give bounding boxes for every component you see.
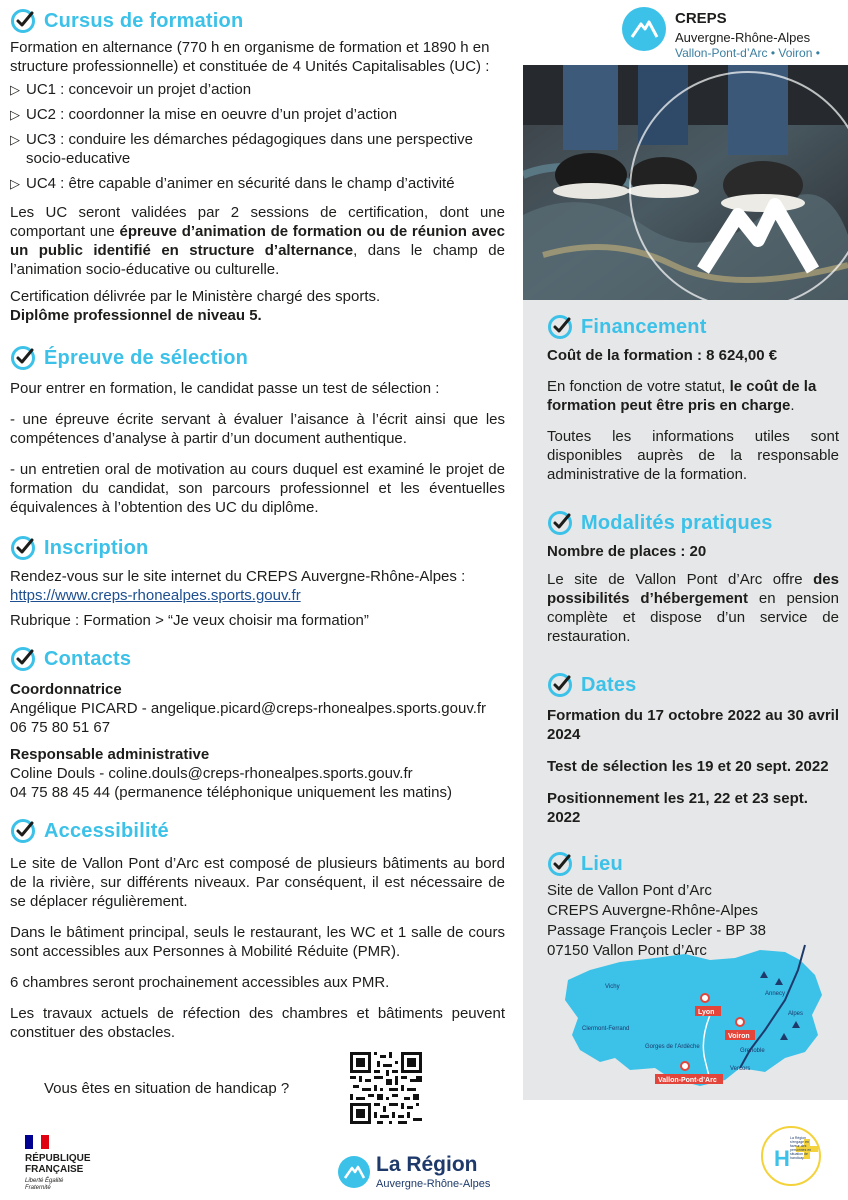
financement-heading	[547, 312, 839, 342]
inscription-title: Inscription	[44, 536, 149, 559]
creps-logo	[622, 7, 842, 59]
creps-region: Auvergne-Rhône-Alpes	[675, 30, 811, 45]
right-column	[547, 312, 839, 961]
access-title: Accessibilité	[44, 819, 169, 842]
creps-sites: Vallon-Pont-d’Arc • Voiron •	[675, 46, 820, 60]
triangle-bullet-icon: ▷	[10, 82, 20, 97]
region-logo	[338, 1152, 508, 1196]
region-shape	[565, 950, 822, 1086]
modalites-title: Modalités pratiques	[581, 511, 773, 534]
dates-positionnement: Positionnement les 21, 22 et 23 sept. 2022	[547, 790, 808, 826]
coordinator-role: Coordonnatrice	[10, 681, 122, 698]
selection-heading	[10, 343, 505, 373]
access-p2: Dans le bâtiment principal, seuls le restaurant, les WC et 1 salle de cours sont accessibles aux Personnes à Mobilité Réduite (PMR).	[10, 924, 505, 960]
map-label-lyon: Lyon	[698, 1009, 715, 1016]
map-label-voiron: Voiron	[728, 1033, 750, 1040]
creps-mountain-icon	[622, 7, 666, 51]
financement-status: En fonction de votre statut, le coût de la formation peut être pris en charge.	[547, 378, 817, 414]
cursus-title: Cursus de formation	[44, 9, 244, 32]
cursus-certification: Certification délivrée par le Ministère chargé des sports.	[10, 288, 381, 305]
cursus-heading	[10, 6, 505, 36]
financement-info: Toutes les informations utiles sont disponibles auprès de la responsable administrative de la formation.	[547, 428, 839, 483]
places: Nombre de places : 20	[547, 543, 707, 560]
contacts-title: Contacts	[44, 647, 132, 670]
map-label-annecy: Annecy	[765, 991, 786, 997]
rf-line2: FRANÇAISE	[25, 1164, 84, 1175]
check-circle-icon	[10, 535, 36, 561]
cursus-diploma: Diplôme professionnel de niveau 5.	[10, 307, 262, 324]
region-map	[560, 940, 830, 1090]
cursus-intro: Formation en alternance (770 h en organisme de formation et 1890 h en structure professionnelle) et constituée de 4 Unités Capitalisables (UC) :	[10, 39, 490, 75]
selection-oral: - un entretien oral de motivation au cours duquel est examiné le projet de formation du candidat, son parcours professionnel et les éventuelles équivalences à l’obtention des UC du diplôme.	[10, 461, 505, 516]
admin-contact: Coline Douls - coline.douls@creps-rhonealpes.sports.gouv.fr	[10, 765, 413, 782]
map-label-vichy: Vichy	[605, 984, 620, 990]
admin-phone: 04 75 88 45 44 (permanence téléphonique uniquement les matins)	[10, 784, 452, 801]
handicap-label-logo	[760, 1122, 822, 1188]
triangle-bullet-icon: ▷	[10, 132, 20, 147]
creps-name: CREPS	[675, 10, 727, 27]
map-label-gorges: Gorges de l’Ardèche	[645, 1044, 700, 1050]
modalites-site: Le site de Vallon Pont d’Arc offre des possibilités d’hébergement en pension complète et dispose d’un service de restauration.	[547, 571, 839, 645]
dates-test: Test de sélection les 19 et 20 sept. 2022	[547, 758, 829, 775]
republique-francaise-logo	[20, 1135, 100, 1197]
map-label-alpes: Alpes	[788, 1011, 804, 1017]
map-label-clermont: Clermont-Ferrand	[582, 1026, 630, 1032]
map-label-vallon: Vallon-Pont-d’Arc	[658, 1077, 717, 1084]
access-p4: Les travaux actuels de réfection des chambres et bâtiments peuvent constituer des obstacles.	[10, 1005, 505, 1041]
check-circle-icon	[10, 818, 36, 844]
access-p3: 6 chambres seront prochainement accessibles aux PMR.	[10, 974, 390, 991]
inscription-text: Rendez-vous sur le site internet du CREPS Auvergne-Rhône-Alpes :	[10, 568, 466, 585]
cost: Coût de la formation : 8 624,00 €	[547, 347, 778, 364]
list-item: ▷ UC4 : être capable d’animer en sécurité dans le champ d’activité	[10, 175, 455, 192]
rf-motto: Liberté Égalité Fraternité	[25, 1178, 64, 1191]
check-circle-icon	[10, 8, 36, 34]
region-subtitle: Auvergne-Rhône-Alpes	[376, 1178, 491, 1190]
financement-title: Financement	[581, 315, 707, 338]
check-circle-icon	[547, 851, 573, 877]
check-circle-icon	[547, 314, 573, 340]
check-circle-icon	[10, 345, 36, 371]
address-line: CREPS Auvergne-Rhône-Alpes	[547, 902, 758, 919]
region-mountain-icon	[338, 1156, 370, 1188]
triangle-bullet-icon: ▷	[10, 107, 20, 122]
selection-intro: Pour entrer en formation, le candidat passe un test de sélection :	[10, 380, 440, 397]
inscription-heading	[10, 533, 505, 563]
modalites-heading	[547, 508, 839, 538]
svg-text:H: H	[774, 1146, 790, 1171]
admin-role: Responsable administrative	[10, 746, 210, 763]
triangle-bullet-icon: ▷	[10, 176, 20, 191]
creps-website-link[interactable]: https://www.creps-rhonealpes.sports.gouv.fr	[10, 587, 301, 604]
access-heading	[10, 816, 505, 846]
lieu-title: Lieu	[581, 852, 623, 875]
dates-formation: Formation du 17 octobre 2022 au 30 avril 2024	[547, 707, 839, 743]
sneakers-photo	[523, 65, 848, 300]
cursus-validation: Les UC seront validées par 2 sessions de certification, dont une comportant une épreuve d’animation de formation ou de réunion avec un public identifié en structure d’alternance, dans le champ de l’animation socio-éducative ou culturelle.	[10, 204, 505, 278]
uc-list	[10, 80, 505, 193]
check-circle-icon	[10, 646, 36, 672]
map-label-grenoble: Grenoble	[740, 1048, 765, 1054]
qr-code[interactable]	[350, 1052, 422, 1124]
marianne-icon	[25, 1135, 49, 1149]
rf-line1: RÉPUBLIQUE	[25, 1153, 91, 1164]
coordinator-contact: Angélique PICARD - angelique.picard@creps-rhonealpes.sports.gouv.fr	[10, 700, 487, 717]
contacts-heading	[10, 644, 505, 674]
lieu-heading	[547, 849, 839, 879]
address-line: Passage François Lecler - BP 38	[547, 922, 767, 939]
handicap-label-text: La Région s'engage en faveur des personnes en situation de handicap	[790, 1136, 812, 1160]
check-circle-icon	[547, 510, 573, 536]
inscription-rubrique: Rubrique : Formation > “Je veux choisir ma formation”	[10, 612, 369, 629]
address-line: Site de Vallon Pont d’Arc	[547, 882, 712, 899]
selection-written: - une épreuve écrite servant à évaluer l’aisance à l’écrit ainsi que les compétences d’analyse à partir d’un document authentique.	[10, 411, 505, 447]
list-item: ▷ UC2 : coordonner la mise en oeuvre d’un projet d’action	[10, 106, 398, 123]
left-column	[10, 6, 505, 1042]
map-label-vercors: Vercors	[730, 1066, 751, 1072]
dates-title: Dates	[581, 673, 637, 696]
selection-title: Épreuve de sélection	[44, 346, 249, 369]
list-item: ▷ UC1 : concevoir un projet d’action	[10, 81, 252, 98]
access-p1: Le site de Vallon Pont d’Arc est composé de plusieurs bâtiments au bord de la rivière, sur différents niveaux. Par conséquent, il est nécessaire de se déplacer régulièrement.	[10, 855, 505, 910]
check-circle-icon	[547, 672, 573, 698]
handicap-question: Vous êtes en situation de handicap ?	[44, 1080, 290, 1097]
region-title: La Région	[376, 1153, 478, 1176]
address-line: 07150 Vallon Pont d’Arc	[547, 942, 707, 959]
coordinator-phone: 06 75 80 51 67	[10, 719, 111, 736]
dates-heading	[547, 670, 839, 700]
list-item: ▷ UC3 : conduire les démarches pédagogiques dans une perspective socio-educative	[10, 131, 473, 167]
